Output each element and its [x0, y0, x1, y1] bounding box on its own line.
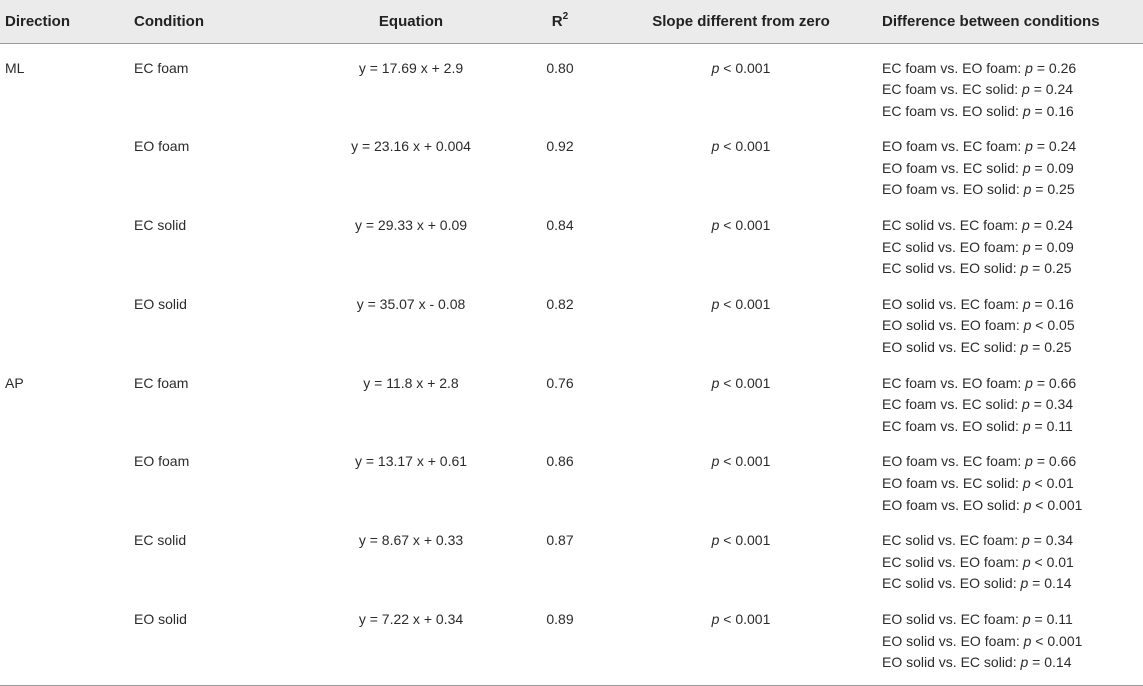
cell-equation: y = 35.07 x - 0.08	[356, 295, 466, 312]
p-symbol: p	[1023, 632, 1032, 649]
comparison-label: EO solid vs. EC foam:	[882, 295, 1023, 312]
difference-line	[882, 101, 1143, 123]
cell-difference	[882, 122, 1143, 201]
difference-line	[882, 451, 1143, 473]
slope-value: < 0.001	[719, 610, 771, 627]
p-symbol: p	[1022, 159, 1031, 176]
comparison-label: EO solid vs. EO foam:	[882, 317, 1024, 334]
comparison-label: EC foam vs. EC solid:	[882, 396, 1023, 413]
p-value: < 0.01	[1030, 475, 1074, 491]
p-value: = 0.66	[1032, 453, 1077, 470]
p-symbol: p	[711, 295, 720, 312]
comparison-label: EO solid vs. EO foam:	[882, 632, 1024, 649]
cell-difference	[882, 43, 1143, 122]
p-symbol: p	[711, 217, 720, 234]
p-value: = 0.66	[1032, 374, 1077, 391]
header-condition: Condition	[134, 0, 302, 43]
comparison-label: EO foam vs. EC foam:	[882, 453, 1026, 470]
p-value: = 0.34	[1029, 396, 1074, 413]
slope-value: < 0.001	[719, 532, 771, 549]
p-value: < 0.05	[1031, 317, 1075, 334]
p-value: = 0.25	[1028, 260, 1072, 277]
difference-line	[882, 473, 1143, 495]
p-symbol: p	[1022, 81, 1030, 98]
p-value: = 0.16	[1030, 295, 1074, 312]
p-value: = 0.24	[1029, 217, 1074, 234]
cell-condition: EO foam	[134, 453, 190, 470]
cell-r2: 0.76	[546, 374, 574, 391]
difference-line	[882, 315, 1143, 337]
comparison-label: EC solid vs. EO solid:	[882, 575, 1021, 592]
table-header	[0, 0, 1143, 43]
cell-direction	[0, 122, 134, 201]
slope-value: < 0.001	[719, 453, 771, 470]
p-symbol: p	[1020, 339, 1029, 356]
header-difference: Difference between conditions	[882, 0, 1143, 43]
cell-slope	[600, 122, 882, 201]
cell-slope	[600, 359, 882, 438]
difference-line	[882, 394, 1143, 416]
p-symbol: p	[1022, 417, 1031, 434]
difference-line	[882, 495, 1143, 517]
p-symbol: p	[1022, 238, 1031, 255]
difference-line	[882, 631, 1143, 653]
p-symbol: p	[1025, 374, 1033, 391]
cell-condition: EC solid	[134, 532, 187, 549]
cell-slope	[600, 201, 882, 280]
header-slope: Slope different from zero	[600, 0, 882, 43]
p-value: = 0.24	[1029, 81, 1074, 98]
p-symbol: p	[1022, 102, 1031, 119]
cell-direction	[0, 280, 134, 359]
comparison-label: EC solid vs. EO foam:	[882, 553, 1023, 570]
difference-line	[882, 552, 1143, 574]
comparison-label: EO foam vs. EC foam:	[882, 138, 1026, 155]
difference-line	[882, 237, 1143, 259]
p-value: = 0.09	[1030, 238, 1074, 255]
table-row	[0, 201, 1143, 280]
cell-direction	[0, 437, 134, 516]
cell-direction	[0, 201, 134, 280]
cell-r2: 0.87	[546, 532, 574, 549]
p-symbol: p	[711, 453, 720, 470]
p-value: = 0.11	[1030, 417, 1073, 434]
cell-condition: EO foam	[134, 138, 190, 155]
slope-value: < 0.001	[719, 374, 771, 391]
p-symbol: p	[1023, 496, 1032, 513]
p-symbol: p	[711, 138, 720, 155]
p-value: = 0.09	[1030, 159, 1074, 176]
difference-line	[882, 158, 1143, 180]
p-value: = 0.16	[1030, 102, 1074, 119]
p-value: = 0.26	[1032, 59, 1077, 76]
difference-line	[882, 652, 1143, 674]
cell-equation: y = 11.8 x + 2.8	[363, 374, 459, 391]
cell-r2: 0.92	[546, 138, 574, 155]
slope-value: < 0.001	[719, 59, 771, 76]
p-symbol: p	[1022, 217, 1030, 234]
header-r2-base: R	[551, 13, 563, 31]
p-value: = 0.14	[1028, 654, 1072, 671]
p-symbol: p	[711, 610, 720, 627]
cell-difference	[882, 359, 1143, 438]
cell-slope	[600, 437, 882, 516]
p-symbol: p	[711, 374, 720, 391]
table-body	[0, 43, 1143, 685]
difference-line	[882, 79, 1143, 101]
difference-line	[882, 215, 1143, 237]
cell-r2: 0.89	[546, 610, 574, 627]
comparison-label: EO solid vs. EC solid:	[882, 339, 1021, 356]
p-symbol: p	[1022, 610, 1031, 627]
cell-condition: EC foam	[134, 59, 189, 76]
p-symbol: p	[1020, 575, 1029, 592]
comparison-label: EC foam vs. EO solid:	[882, 417, 1023, 434]
comparison-label: EC solid vs. EO foam:	[882, 238, 1023, 255]
p-symbol: p	[1023, 181, 1032, 198]
p-symbol: p	[1020, 654, 1029, 671]
header-direction: Direction	[0, 0, 134, 43]
difference-line	[882, 294, 1143, 316]
cell-equation: y = 29.33 x + 0.09	[354, 217, 468, 234]
difference-line	[882, 609, 1143, 631]
cell-direction	[0, 595, 134, 685]
cell-direction: AP	[5, 374, 24, 391]
p-symbol: p	[1025, 453, 1033, 470]
cell-difference	[882, 280, 1143, 359]
p-symbol: p	[1020, 260, 1029, 277]
p-symbol: p	[1022, 532, 1030, 549]
p-symbol: p	[1022, 553, 1031, 570]
comparison-label: EC solid vs. EC foam:	[882, 532, 1023, 549]
difference-line	[882, 530, 1143, 552]
cell-r2: 0.84	[546, 217, 574, 234]
cell-equation: y = 13.17 x + 0.61	[354, 453, 468, 470]
header-r2	[520, 0, 600, 43]
p-symbol: p	[711, 532, 720, 549]
table-row	[0, 122, 1143, 201]
cell-equation: y = 8.67 x + 0.33	[358, 532, 464, 549]
p-value: = 0.24	[1032, 138, 1077, 155]
slope-value: < 0.001	[719, 295, 771, 312]
cell-difference	[882, 516, 1143, 595]
difference-line	[882, 416, 1143, 438]
cell-r2: 0.82	[546, 295, 574, 312]
table-row	[0, 595, 1143, 685]
comparison-label: EO foam vs. EC solid:	[882, 159, 1023, 176]
comparison-label: EO foam vs. EO solid:	[882, 181, 1024, 198]
cell-equation: y = 23.16 x + 0.004	[351, 138, 471, 155]
comparison-label: EC foam vs. EO foam:	[882, 374, 1026, 391]
slope-value: < 0.001	[719, 217, 771, 234]
comparison-label: EO foam vs. EO solid:	[882, 496, 1024, 513]
table-row	[0, 43, 1143, 122]
cell-slope	[600, 516, 882, 595]
p-value: = 0.25	[1028, 339, 1072, 356]
p-value: < 0.001	[1031, 632, 1083, 649]
table-row	[0, 437, 1143, 516]
comparison-label: EC foam vs. EC solid:	[882, 81, 1023, 98]
header-row	[0, 0, 1143, 43]
cell-slope	[600, 280, 882, 359]
header-r2-sup: 2	[562, 11, 569, 23]
p-value: = 0.25	[1031, 181, 1075, 198]
cell-direction: ML	[5, 59, 25, 76]
difference-line	[882, 373, 1143, 395]
p-value: < 0.01	[1030, 553, 1074, 570]
cell-difference	[882, 437, 1143, 516]
cell-difference	[882, 595, 1143, 685]
p-symbol: p	[1022, 295, 1031, 312]
comparison-label: EC foam vs. EO foam:	[882, 59, 1026, 76]
comparison-label: EO foam vs. EC solid:	[882, 475, 1023, 491]
comparison-label: EC foam vs. EO solid:	[882, 102, 1023, 119]
header-equation: Equation	[302, 0, 520, 43]
cell-equation: y = 7.22 x + 0.34	[358, 610, 464, 627]
difference-line	[882, 573, 1143, 595]
difference-line	[882, 179, 1143, 201]
cell-difference	[882, 201, 1143, 280]
p-symbol: p	[1025, 138, 1033, 155]
p-value: = 0.11	[1030, 610, 1073, 627]
comparison-label: EO solid vs. EC foam:	[882, 610, 1023, 627]
p-value: = 0.14	[1028, 575, 1072, 592]
table-row	[0, 516, 1143, 595]
p-symbol: p	[1022, 475, 1031, 491]
p-symbol: p	[711, 59, 720, 76]
difference-line	[882, 258, 1143, 280]
cell-slope	[600, 595, 882, 685]
cell-slope	[600, 43, 882, 122]
cell-condition: EO solid	[134, 295, 187, 312]
slope-value: < 0.001	[719, 138, 771, 155]
cell-condition: EC solid	[134, 217, 187, 234]
cell-condition: EC foam	[134, 374, 189, 391]
comparison-label: EC solid vs. EC foam:	[882, 217, 1023, 234]
p-symbol: p	[1025, 59, 1033, 76]
difference-line	[882, 136, 1143, 158]
p-value: = 0.34	[1029, 532, 1074, 549]
cell-equation: y = 17.69 x + 2.9	[358, 59, 464, 76]
cell-direction	[0, 516, 134, 595]
table-row	[0, 280, 1143, 359]
cell-condition: EO solid	[134, 610, 187, 627]
p-symbol: p	[1023, 317, 1032, 334]
comparison-label: EC solid vs. EO solid:	[882, 260, 1021, 277]
p-value: < 0.001	[1031, 496, 1083, 513]
cell-r2: 0.80	[546, 59, 574, 76]
difference-line	[882, 337, 1143, 359]
table-row	[0, 359, 1143, 438]
comparison-label: EO solid vs. EC solid:	[882, 654, 1021, 671]
difference-line	[882, 58, 1143, 80]
p-symbol: p	[1022, 396, 1030, 413]
cell-r2: 0.86	[546, 453, 574, 470]
